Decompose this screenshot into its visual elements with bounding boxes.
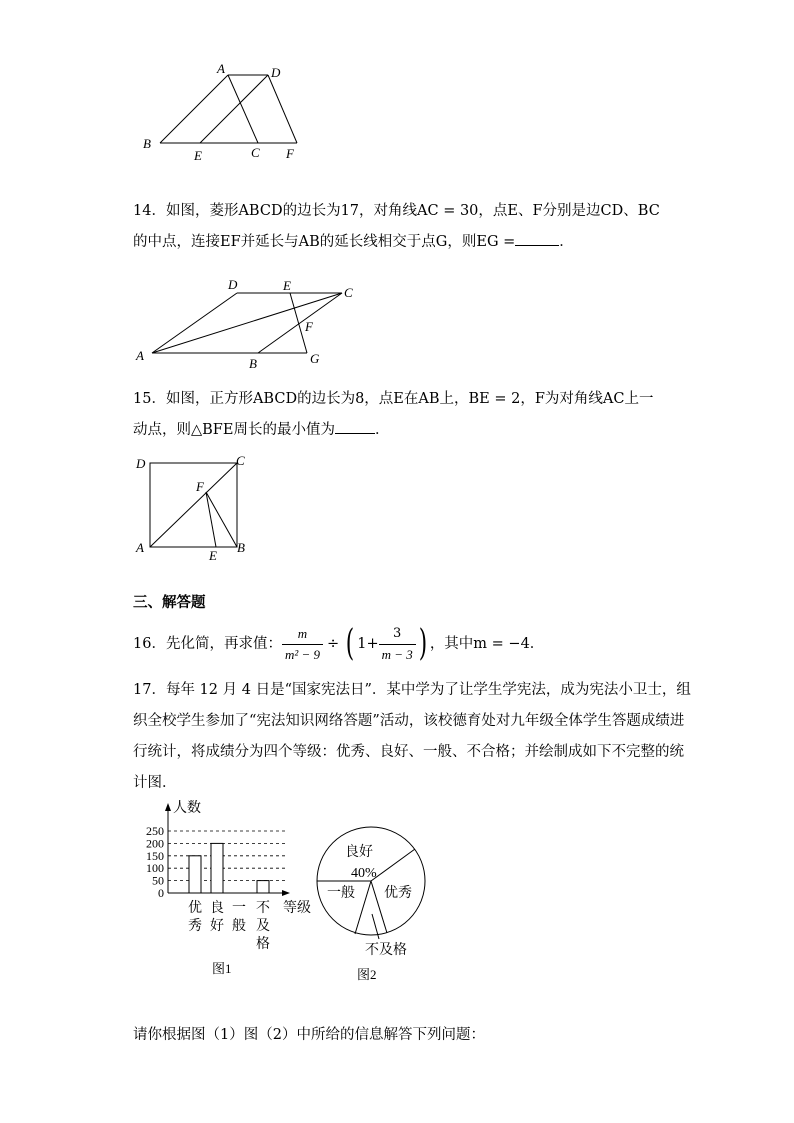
x-axis-arrow-icon	[282, 890, 290, 896]
q16-frac1-numerator: m	[282, 624, 323, 645]
q15-answer-blank[interactable]	[335, 433, 375, 434]
bar-chart-categories	[188, 899, 270, 952]
category-label-char: 一	[232, 901, 246, 916]
q16-frac1-denominator: m² − 9	[284, 646, 321, 662]
q16-paren-right: )	[418, 623, 428, 664]
fig13-label-F: F	[286, 146, 294, 161]
q16-fraction-2	[379, 624, 416, 665]
category-label-char: 秀	[188, 919, 202, 934]
y-tick-label: 250	[146, 824, 164, 838]
bar-chart-caption: 图1	[212, 961, 232, 976]
q16-line	[133, 623, 544, 665]
category-label-char: 及	[256, 919, 270, 934]
q15-line1	[133, 389, 653, 409]
fig14-label-C: C	[344, 285, 353, 300]
fig14-diagram	[130, 275, 370, 375]
q14-text1: 如图，菱形ABCD的边长为17，对角线AC = 30，点E、F分别是边CD、BC	[165, 203, 660, 219]
fig15-label-F: F	[196, 479, 204, 494]
q17-line3: 行统计，将成绩分为四个等级：优秀、良好、一般、不合格；并绘制成如下不完整的统	[133, 744, 684, 760]
category-label-char: 不	[256, 901, 270, 916]
y-tick-label: 0	[158, 886, 164, 900]
fig13-label-E: E	[194, 148, 202, 163]
fig14-label-A: A	[136, 348, 144, 363]
q15-line2	[133, 420, 389, 440]
q15-number: 15．	[133, 391, 166, 407]
fig15-label-D: D	[136, 456, 146, 471]
q14-period: ．	[559, 234, 574, 250]
bar-优秀	[189, 856, 201, 893]
q17-line2: 织全校学生参加了“宪法知识网络答题”活动，该校德育处对九年级全体学生答题成绩进	[133, 713, 685, 729]
bar-chart-xlabel: 等级	[283, 901, 311, 916]
category-label-char: 优	[188, 901, 202, 916]
q16-paren-left: (	[345, 623, 355, 664]
fig13-label-A: A	[217, 61, 225, 76]
pie-chart-caption: 图2	[357, 967, 377, 982]
q16-one-plus: 1+	[357, 636, 379, 652]
fig13-label-C: C	[251, 145, 260, 160]
fig14-label-E: E	[283, 278, 291, 293]
fig13-label-B: B	[143, 136, 151, 151]
pie-label-bujige: 不及格	[365, 943, 407, 958]
fig14-label-D: D	[228, 277, 238, 292]
category-label-char: 好	[210, 919, 224, 934]
pie-divider-youxiu-lianghao	[371, 849, 415, 881]
y-tick-label: 100	[146, 861, 164, 876]
y-axis-arrow-icon	[165, 803, 171, 811]
q15-text1: 如图，正方形ABCD的边长为8，点E在AB上，BE = 2，F为对角线AC上一	[165, 391, 654, 407]
pie-label-yiban: 一般	[327, 886, 355, 901]
q14-line1	[133, 201, 660, 221]
q15-period: ．	[374, 422, 390, 438]
y-tick-label: 150	[146, 848, 164, 863]
q17-line4: 计图．	[133, 775, 177, 791]
pie-chart	[310, 800, 440, 990]
q15-text2: 动点，则△BFE周长的最小值为	[133, 422, 335, 438]
q16-frac2-denominator: m − 3	[381, 646, 413, 662]
fig15-label-A: A	[136, 540, 144, 555]
fig14-label-F: F	[305, 319, 313, 334]
bar-chart-grid	[168, 831, 285, 881]
fig13-label-D: D	[271, 65, 281, 80]
q16-prefix: 16．先化简，再求值：	[133, 636, 282, 652]
fig14-label-B: B	[249, 356, 257, 371]
pie-label-lianghao-percent: 40%	[351, 866, 377, 881]
bar-chart-axes	[165, 803, 290, 896]
q17-line1: 17．每年 12 月 4 日是“国家宪法日”．某中学为了让学生学宪法，成为宪法小卫士，组	[133, 682, 691, 698]
pie-label-lianghao: 良好	[345, 845, 373, 860]
pie-divider-yiban-bujige	[355, 881, 371, 934]
q16-frac2-numerator: 3	[379, 624, 416, 645]
q14-number: 14．	[133, 203, 166, 219]
q16-divide-sign: ÷	[327, 636, 340, 652]
category-label-char: 格	[256, 937, 270, 952]
q16-suffix: ，其中m = −4．	[429, 636, 545, 652]
fig15-label-C: C	[236, 453, 245, 468]
fig15-label-E: E	[209, 548, 217, 563]
y-tick-label: 200	[146, 836, 164, 851]
pie-label-youxiu: 优秀	[384, 886, 412, 901]
y-tick-label: 50	[152, 873, 164, 888]
q17-instruction: 请你根据图（1）图（2）中所给的信息解答下列问题：	[133, 1027, 485, 1043]
q16-fraction-1	[282, 624, 323, 665]
fig13-diagram	[135, 60, 315, 170]
q14-answer-blank[interactable]	[515, 245, 559, 246]
q14-line2	[133, 232, 574, 252]
category-label-char: 良	[210, 901, 224, 916]
category-label-char: 般	[232, 919, 246, 934]
fig15-diagram	[130, 450, 260, 565]
bar-良好	[211, 843, 223, 893]
bar-chart-yticks	[146, 824, 164, 900]
section-heading-3: 三、解答题	[133, 594, 206, 611]
bar-chart	[135, 800, 325, 985]
bar-不及格	[257, 881, 269, 893]
fig14-label-G: G	[310, 351, 320, 366]
fig15-label-B: B	[237, 540, 245, 555]
bar-chart-ylabel: 人数	[173, 801, 201, 816]
q14-text2: 的中点，连接EF并延长与AB的延长线相交于点G，则EG =	[133, 234, 516, 250]
